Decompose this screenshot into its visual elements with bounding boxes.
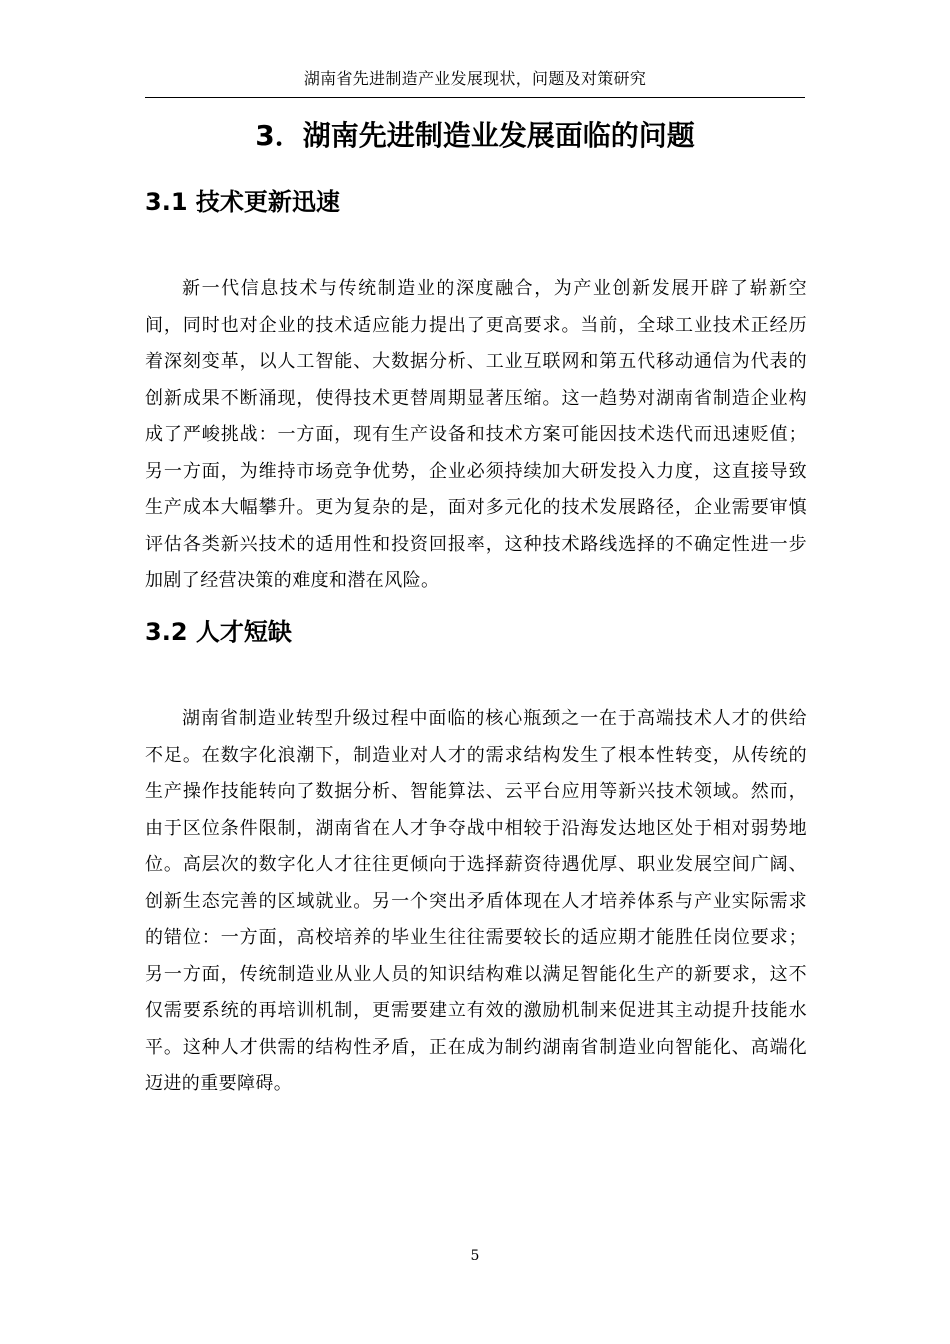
section-paragraph-tech-update: 新一代信息技术与传统制造业的深度融合，为产业创新发展开辟了崭新空间，同时也对企业的技术适应能力提出了更高要求。当前，全球工业技术正经历着深刻变革，以人工智能、大数据分析、工业互联网和第五代移动通信为代表的创新成果不断涌现，使得技术更替周期显著压缩。这一趋势对湖南省制造企业构成了严峻挑战：一方面，现有生产设备和技术方案可能因技术迭代而迅速贬值；另一方面，为维持市场竞争优势，企业必须持续加大研发投入力度，这直接导致生产成本大幅攀升。更为复杂的是，面对多元化的技术发展路径，企业需要审慎评估各类新兴技术的适用性和投资回报率，这种技术路线选择的不确定性进一步加剧了经营决策的难度和潜在风险。 xyxy=(145,278,807,591)
section-title-talent-shortage: 3.2 人才短缺 xyxy=(145,618,292,646)
running-header: 湖南省先进制造产业发展现状，问题及对策研究 xyxy=(303,69,647,88)
header-rule xyxy=(145,97,805,98)
section-title-tech-update: 3.1 技术更新迅速 xyxy=(145,188,340,216)
section-paragraph-talent-shortage: 湖南省制造业转型升级过程中面临的核心瓶颈之一在于高端技术人才的供给不足。在数字化浪潮下，制造业对人才的需求结构发生了根本性转变，从传统的生产操作技能转向了数据分析、智能算法、云平台应用等新兴技术领域。然而，由于区位条件限制，湖南省在人才争夺战中相较于沿海发达地区处于相对弱势地位。高层次的数字化人才往往更倾向于选择薪资待遇优厚、职业发展空间广阔、创新生态完善的区域就业。另一个突出矛盾体现在人才培养体系与产业实际需求的错位：一方面，高校培养的毕业生往往需要较长的适应期才能胜任岗位要求；另一方面，传统制造业从业人员的知识结构难以满足智能化生产的新要求，这不仅需要系统的再培训机制，更需要建立有效的激励机制来促进其主动提升技能水平。这种人才供需的结构性矛盾，正在成为制约湖南省制造业向智能化、高端化迈进的重要障碍。 xyxy=(145,708,807,1094)
chapter-title: 3．湖南先进制造业发展面临的问题 xyxy=(255,119,695,152)
page-number: 5 xyxy=(470,1248,480,1264)
